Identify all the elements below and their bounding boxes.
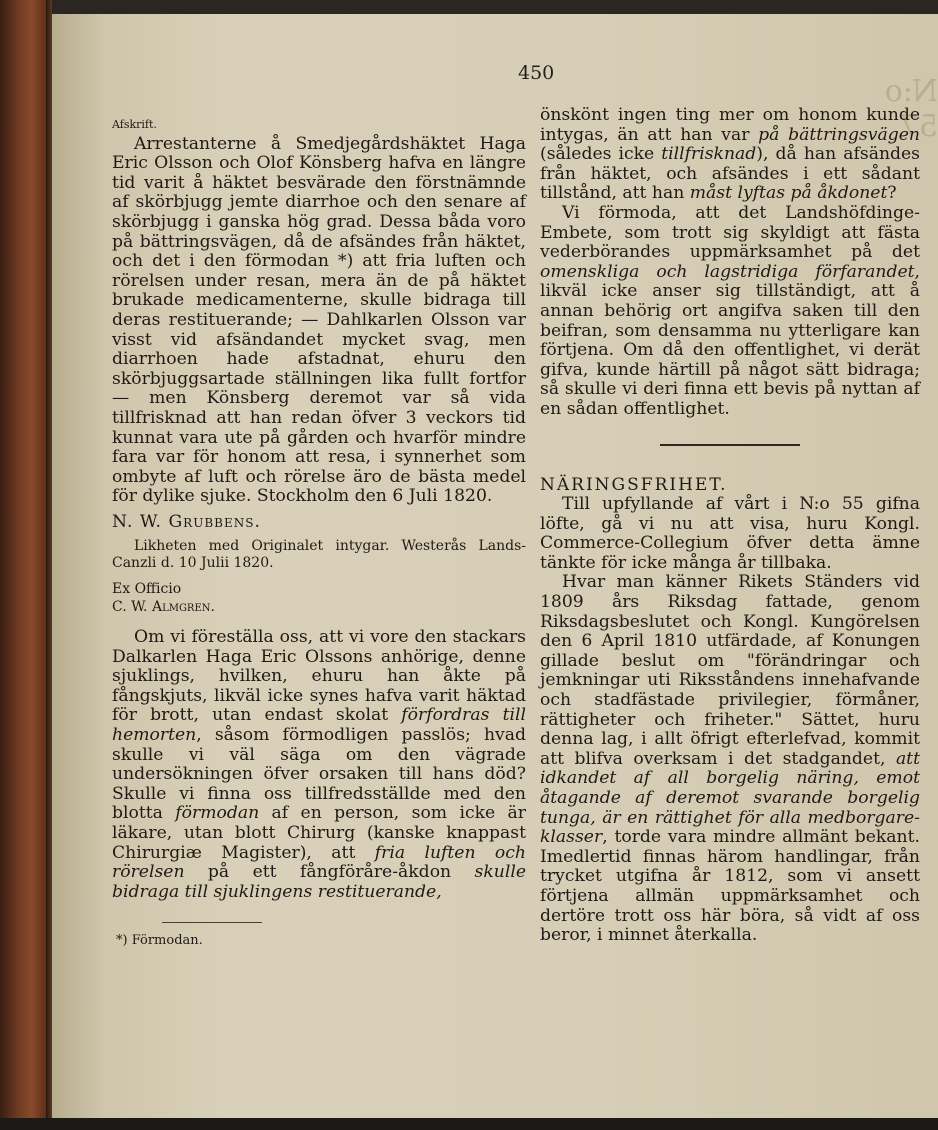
signature-almgren: C. W. Almgren. (112, 599, 215, 616)
section-divider (660, 444, 800, 446)
paragraph-landshofdinge: Vi förmoda, att det Landshöfdinge-Embete, som trott sig skyldigt att fästa vederbörandes uppmärksamhet på det omenskliga och lagstridiga förfarandet, likväl icke anser sig tillständigt, att å annan behörig ort angifva saken till den beifran, som densamma nu ytterligare kan förtjena. Om då den offentlighet, vi derät gifva, kunde härtill på något sätt bidraga; så skulle vi deri finna ett bevis på nyttan af en sådan offentlighet. (540, 202, 920, 419)
left-column (112, 115, 526, 951)
paragraph-arrest-report: Arrestanterne å Smedjegårdshäktet Haga Eric Olsson och Olof Könsberg hafva en längre tid varit å häktet besvärade den förstnämnde af skörbjugg jemte diarrhoe och den senare af skörbjugg i ganska hög grad. Dessa båda voro på bättringsvägen, då de afsändes från häktet, och det i den förmodan *) att fria luften och rörelsen under resan, mera än de på häktet brukade medicamenterne, skulle bidraga till deras restituerande; — Dahlkarlen Olsson var visst vid afsändandet mycket svag, men diarrhoen hade afstadnat, ehuru den skörbjuggsartade ställningen lika fullt fortfor — men Könsberg deremot var så vida tillfrisknad att han redan öfver 3 veckors tid kunnat vara ute på gården och hvarför mindre fara var för honom att resa, i synnerhet som ombyte af luft och rörelse äro de bästa medel för dylike sjuke. Stockholm den 6 Juli 1820. (112, 133, 526, 507)
bleed-through-text: N:o 57 (884, 74, 938, 144)
paragraph-riksdag: Hvar man känner Rikets Ständers vid 1809 års Riksdag fattade, genom Riksdagsbeslutet och Kongl. Kungörelsen den 6 April 1810 utfärdade, af Konungen gillade beslut om "förändringar och jemkningar uti Riksståndens innehafvande och stadfästade privilegier, förmåner, rättigheter och friheter." Sättet, huru denna lag, i allt öfrigt efterlefvad, kommit att blifva overksam i det stadgandet, att idkandet af all borgelig näring, emot åtagande af deremot svarande borgelig tunga, är en rättighet för alla medborgare-klasser, torde vara mindre allmänt bekant. Imedlertid finnas härom handlingar, från trycket utgifna år 1812, som vi ansett förtjena allmän uppmärksamhet och dertöre trott oss här böra, så vidt af oss beror, i minnet återkalla. (540, 572, 920, 946)
book-spine (0, 0, 52, 1130)
page-number: 450 (518, 62, 555, 84)
catchword: Afskrift. (112, 118, 157, 131)
paragraph-commentary: Om vi föreställa oss, att vi vore den stackars Dalkarlen Haga Eric Olssons anhörige, denne sjuklings, hvilken, ehuru han åkte på fångskjuts, likväl icke synes hafva varit häktad för brott, utan endast skolat förfordras till hemorten, såsom förmodligen passlös; hvad skulle vi väl säga om den vägrade undersökningen öfver orsaken till hans död? Skulle vi finna oss tillfredsställde med den blotta förmodan af en person, som icke är läkare, utan blott Chirurg (kanske knappast Chirurgiæ Magister), att fria luften och rörelsen på ett fångföråre-åkdon skulle bidraga till sjuklingens restituerande, (112, 627, 527, 902)
footnote-rule (162, 922, 262, 923)
footnote: *) Förmodan. (116, 933, 203, 949)
page-bottom-edge (0, 1118, 938, 1130)
ex-officio: Ex Officio (112, 581, 182, 598)
signature-grubbens: N. W. Grubbens. (112, 511, 261, 532)
right-column (540, 106, 920, 946)
certification-note: Likheten med Originalet intygar. Westerås Lands-Canzli d. 10 Julii 1820. (112, 538, 526, 572)
paragraph-continuation: önskönt ingen ting mer om honom kunde intygas, än att han var på bättringsvägen (således icke tillfrisknad), då han afsändes från häktet, och afsändes i ett sådant tillstånd, att han måst lyftas på åkdonet? (540, 105, 921, 204)
paragraph-intro: Till upfyllande af vårt i N:o 55 gifna löfte, gå vi nu att visa, huru Kongl. Commerce-Collegium öfver detta ämne tänkte för icke många år tillbaka. (540, 494, 920, 573)
section-heading: NÄRINGSFRIHET. (540, 474, 728, 495)
